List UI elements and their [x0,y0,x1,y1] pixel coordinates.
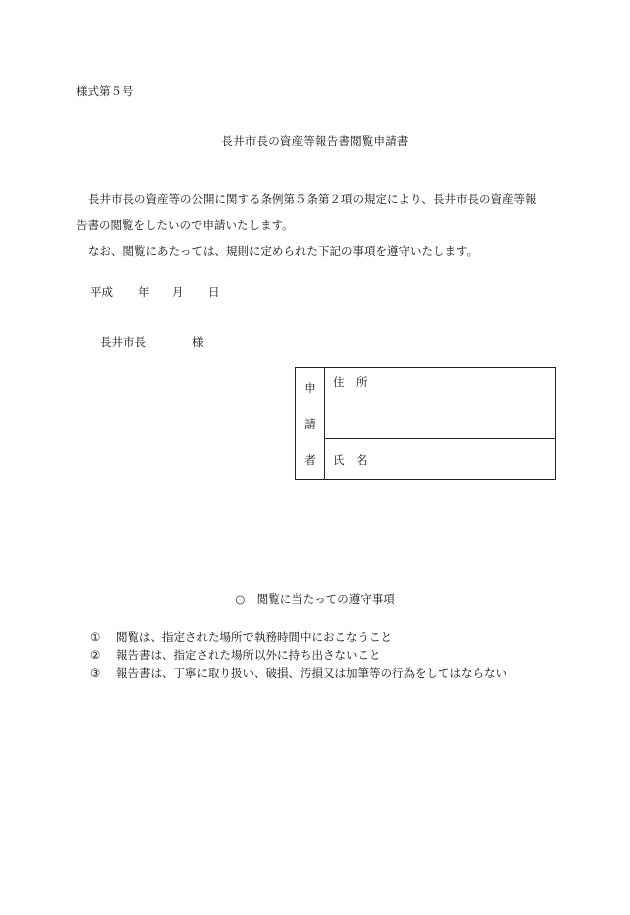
date-field [90,287,220,299]
rule-mark-3: ③ [90,666,101,680]
applicant-side-char-3: 者 [304,453,316,467]
name-label: 氏 名 [333,453,368,467]
date-year: 年 [138,285,150,299]
applicant-side-char-2: 請 [304,417,316,431]
address-label: 住 所 [333,375,368,389]
statement-text-1: 長井市長の資産等の公開に関する条例第５条第２項の規定により、長井市長の資産等報 [88,192,537,206]
applicant-side-char-1: 申 [304,381,316,395]
rule-text-1: 閲覧は、指定された場所で執務時間中におこなうこと [116,630,392,644]
applicant-row-divider [325,438,555,439]
rule-text-3: 報告書は、丁寧に取り扱い、破損、汚損又は加筆等の行為をしてはならない [116,666,507,680]
statement-line-1 [76,186,566,212]
rule-item-2 [90,646,507,664]
applicant-box [295,367,556,480]
addressee-honorific: 様 [192,335,204,349]
statement-line-2: 告書の閲覧をしたいので申請いたします。 [76,218,294,232]
date-month: 月 [172,285,184,299]
rules-heading: ○ 閲覧に当たっての遵守事項 [235,592,395,606]
rules-list [90,628,507,682]
rule-mark-1: ① [90,630,101,644]
rule-mark-2: ② [90,648,101,662]
rule-text-2: 報告書は、指定された場所以外に持ち出さないこと [116,648,381,662]
addressee-name: 長井市長 [100,335,146,349]
date-era: 平成 [90,285,113,299]
applicant-side-label [296,368,325,479]
date-day: 日 [208,285,220,299]
form-number: 様式第５号 [76,84,134,98]
addressee [100,337,204,349]
rule-item-3 [90,664,507,682]
statement-line-3: なお、閲覧にあたっては、規則に定められた下記の事項を遵守いたします。 [88,244,479,258]
application-statement [76,186,566,264]
page-title: 長井市長の資産等報告書閲覧申請書 [221,134,409,148]
rule-item-1 [90,628,507,646]
